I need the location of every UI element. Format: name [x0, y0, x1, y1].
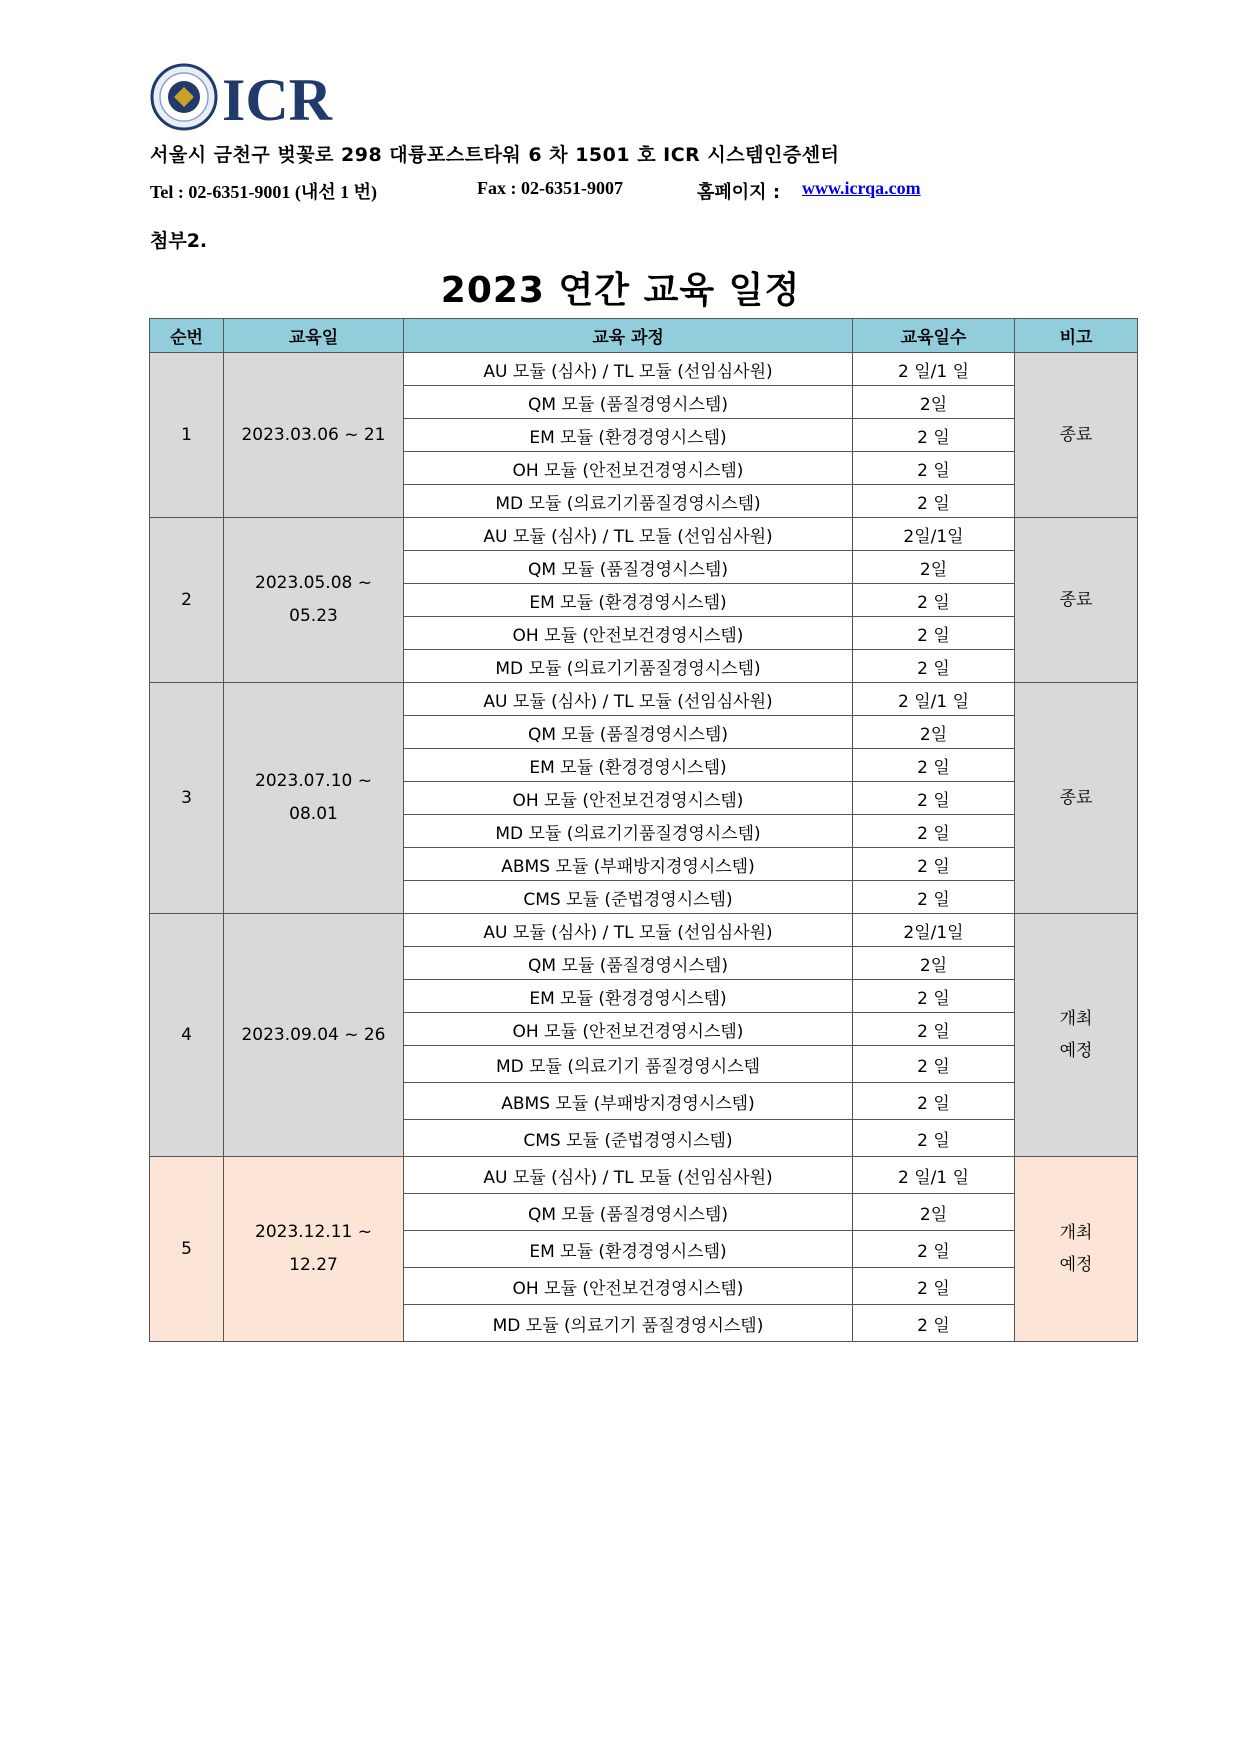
course-name: QM 모듈 (품질경영시스템) [404, 386, 853, 419]
group-number: 2 [150, 518, 224, 683]
header-note: 비고 [1015, 319, 1138, 353]
course-days: 2 일 [853, 485, 1015, 518]
course-name: EM 모듈 (환경경영시스템) [404, 1231, 853, 1268]
course-name: EM 모듈 (환경경영시스템) [404, 749, 853, 782]
group-date: 2023.12.11 ~ 12.27 [224, 1157, 404, 1342]
table-row [150, 914, 1138, 947]
icr-logo [150, 62, 360, 132]
course-days: 2 일 [853, 848, 1015, 881]
course-days: 2 일 [853, 782, 1015, 815]
table-row [150, 353, 1138, 386]
course-days: 2 일/1 일 [853, 1157, 1015, 1194]
company-address: 서울시 금천구 벚꽃로 298 대륭포스트타워 6 차 1501 호 ICR 시스템인증센터 [150, 144, 840, 166]
course-name: QM 모듈 (품질경영시스템) [404, 1194, 853, 1231]
table-row [150, 518, 1138, 551]
course-name: MD 모듈 (의료기기 품질경영시스템) [404, 1305, 853, 1342]
table-row [150, 683, 1138, 716]
header-days: 교육일수 [853, 319, 1015, 353]
page-title: 2023 연간 교육 일정 [440, 270, 801, 311]
course-days: 2일/1일 [853, 914, 1015, 947]
course-name: AU 모듈 (심사) / TL 모듈 (선임심사원) [404, 683, 853, 716]
homepage-link[interactable]: www.icrqa.com [802, 178, 921, 198]
course-name: OH 모듈 (안전보건경영시스템) [404, 617, 853, 650]
course-days: 2일 [853, 716, 1015, 749]
course-days: 2 일 [853, 1013, 1015, 1046]
course-name: AU 모듈 (심사) / TL 모듈 (선임심사원) [404, 914, 853, 947]
course-name: MD 모듈 (의료기기품질경영시스템) [404, 650, 853, 683]
group-date: 2023.09.04 ~ 26 [224, 914, 404, 1157]
course-name: OH 모듈 (안전보건경영시스템) [404, 1013, 853, 1046]
tel-number: Tel : 02-6351-9001 (내선 1 번) [150, 182, 377, 202]
course-days: 2 일 [853, 881, 1015, 914]
group-note: 종료 [1015, 683, 1138, 914]
attachment-label: 첨부2. [150, 230, 208, 252]
course-days: 2 일/1 일 [853, 353, 1015, 386]
table-row [150, 1157, 1138, 1194]
course-days: 2 일 [853, 815, 1015, 848]
schedule-table [149, 318, 1138, 1342]
course-days: 2 일 [853, 1231, 1015, 1268]
course-days: 2 일 [853, 1305, 1015, 1342]
logo-text: ICR [222, 67, 333, 132]
header-date: 교육일 [224, 319, 404, 353]
course-name: EM 모듈 (환경경영시스템) [404, 419, 853, 452]
course-name: OH 모듈 (안전보건경영시스템) [404, 452, 853, 485]
course-name: CMS 모듈 (준법경영시스템) [404, 1120, 853, 1157]
course-days: 2 일 [853, 1046, 1015, 1083]
group-note: 종료 [1015, 518, 1138, 683]
header-course: 교육 과정 [404, 319, 853, 353]
group-note: 종료 [1015, 353, 1138, 518]
table-header-row [150, 319, 1138, 353]
course-name: EM 모듈 (환경경영시스템) [404, 584, 853, 617]
course-name: QM 모듈 (품질경영시스템) [404, 551, 853, 584]
course-days: 2일 [853, 1194, 1015, 1231]
course-name: ABMS 모듈 (부패방지경영시스템) [404, 848, 853, 881]
course-name: QM 모듈 (품질경영시스템) [404, 716, 853, 749]
course-days: 2 일 [853, 584, 1015, 617]
group-note: 개최 예정 [1015, 914, 1138, 1157]
course-days: 2일 [853, 551, 1015, 584]
course-name: MD 모듈 (의료기기 품질경영시스템 [404, 1046, 853, 1083]
course-days: 2 일 [853, 1120, 1015, 1157]
course-name: ABMS 모듈 (부패방지경영시스템) [404, 1083, 853, 1120]
group-date: 2023.07.10 ~ 08.01 [224, 683, 404, 914]
course-days: 2 일 [853, 1268, 1015, 1305]
homepage-label: 홈페이지 : [697, 182, 781, 203]
course-name: AU 모듈 (심사) / TL 모듈 (선임심사원) [404, 518, 853, 551]
course-name: OH 모듈 (안전보건경영시스템) [404, 782, 853, 815]
group-number: 4 [150, 914, 224, 1157]
course-days: 2 일/1 일 [853, 683, 1015, 716]
course-name: MD 모듈 (의료기기품질경영시스템) [404, 815, 853, 848]
header-no: 순번 [150, 319, 224, 353]
course-name: EM 모듈 (환경경영시스템) [404, 980, 853, 1013]
course-days: 2일 [853, 947, 1015, 980]
course-days: 2일 [853, 386, 1015, 419]
group-number: 3 [150, 683, 224, 914]
course-name: MD 모듈 (의료기기품질경영시스템) [404, 485, 853, 518]
course-days: 2 일 [853, 452, 1015, 485]
course-days: 2 일 [853, 980, 1015, 1013]
course-days: 2 일 [853, 1083, 1015, 1120]
course-days: 2 일 [853, 617, 1015, 650]
course-name: QM 모듈 (품질경영시스템) [404, 947, 853, 980]
fax-number: Fax : 02-6351-9007 [477, 178, 623, 198]
course-days: 2 일 [853, 419, 1015, 452]
group-note: 개최 예정 [1015, 1157, 1138, 1342]
group-number: 5 [150, 1157, 224, 1342]
group-date: 2023.03.06 ~ 21 [224, 353, 404, 518]
course-days: 2 일 [853, 749, 1015, 782]
course-name: AU 모듈 (심사) / TL 모듈 (선임심사원) [404, 1157, 853, 1194]
course-name: CMS 모듈 (준법경영시스템) [404, 881, 853, 914]
group-date: 2023.05.08 ~ 05.23 [224, 518, 404, 683]
course-days: 2 일 [853, 650, 1015, 683]
course-days: 2일/1일 [853, 518, 1015, 551]
course-name: AU 모듈 (심사) / TL 모듈 (선임심사원) [404, 353, 853, 386]
course-name: OH 모듈 (안전보건경영시스템) [404, 1268, 853, 1305]
group-number: 1 [150, 353, 224, 518]
